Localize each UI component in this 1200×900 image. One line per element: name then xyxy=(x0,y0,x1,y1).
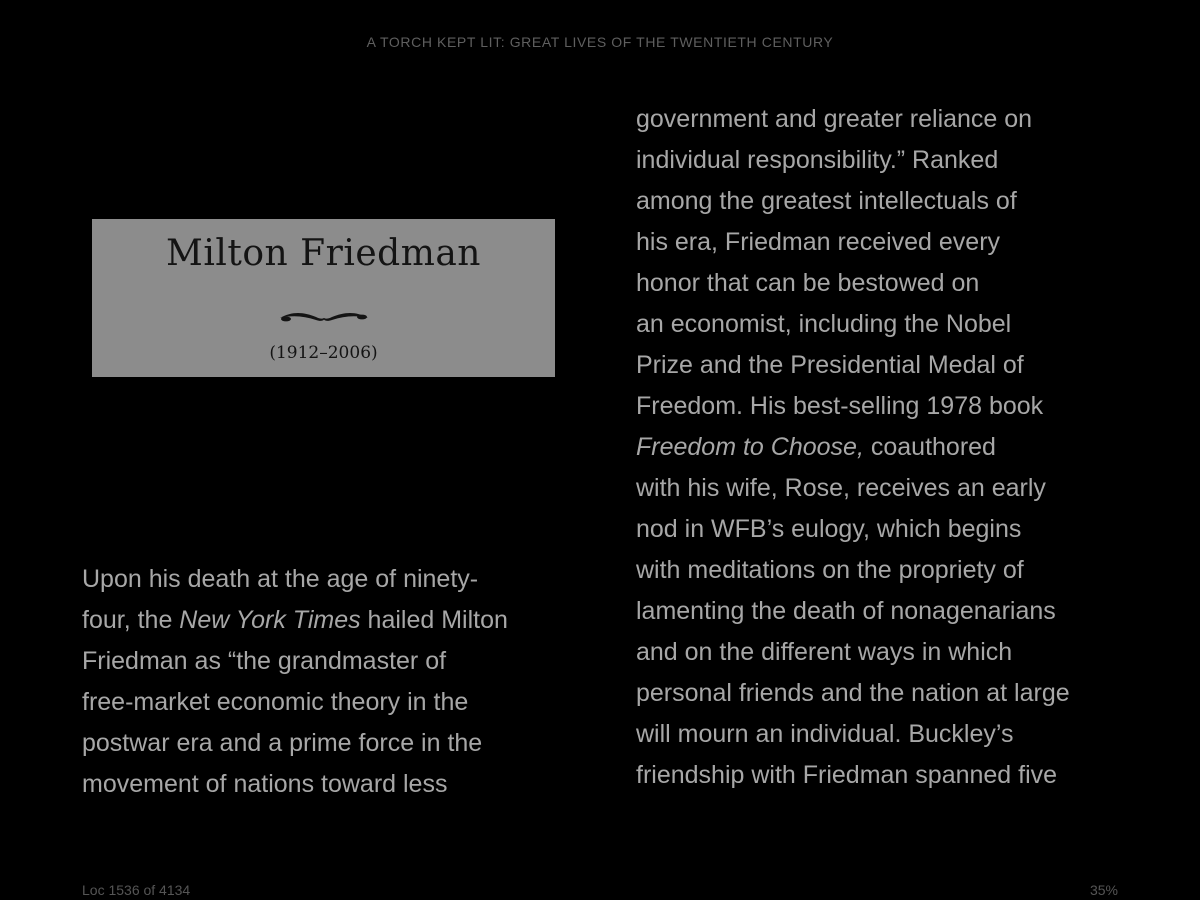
text-line: government and greater reliance on xyxy=(636,105,1033,133)
text-line: lamenting the death of nonagenarians xyxy=(636,597,1056,625)
right-column-text xyxy=(636,99,1070,796)
text-line: Freedom. His best-selling 1978 book xyxy=(636,392,1044,420)
text-line: free-market economic theory in the xyxy=(82,688,469,716)
chapter-title: Milton Friedman xyxy=(166,233,481,274)
text-line: nod in WFB’s eulogy, which begins xyxy=(636,515,1022,543)
flourish-ornament-icon xyxy=(278,307,370,327)
text-line: among the greatest intellectuals of xyxy=(636,187,1017,215)
text-line: Freedom to Choose, coauthored xyxy=(636,433,996,461)
text-line: postwar era and a prime force in the xyxy=(82,729,483,757)
text-line: and on the different ways in which xyxy=(636,638,1013,666)
text-line: friendship with Friedman spanned five xyxy=(636,761,1058,789)
text-line: Prize and the Presidential Medal of xyxy=(636,351,1024,379)
italic-title: New York Times xyxy=(179,606,361,634)
text-line: four, the New York Times hailed Milton xyxy=(82,606,508,634)
reading-location: Loc 1536 of 4134 xyxy=(82,882,191,898)
chapter-title-plate xyxy=(92,219,555,377)
running-header: A TORCH KEPT LIT: GREAT LIVES OF THE TWENTIETH CENTURY xyxy=(366,34,834,50)
text-line: with his wife, Rose, receives an early xyxy=(636,474,1046,502)
text-line: will mourn an individual. Buckley’s xyxy=(636,720,1014,748)
text-line: with meditations on the propriety of xyxy=(636,556,1024,584)
text-line: individual responsibility.” Ranked xyxy=(636,146,999,174)
italic-title: Freedom to Choose, xyxy=(636,433,864,461)
text-line: his era, Friedman received every xyxy=(636,228,1001,256)
text-line: Upon his death at the age of ninety- xyxy=(82,565,479,593)
text-line: Friedman as “the grandmaster of xyxy=(82,647,447,675)
text-line: movement of nations toward less xyxy=(82,770,448,798)
left-column-text xyxy=(82,559,508,805)
chapter-title-dates: (1912–2006) xyxy=(269,343,378,363)
text-line: honor that can be bestowed on xyxy=(636,269,980,297)
reading-progress-percent: 35% xyxy=(1089,882,1118,898)
text-line: an economist, including the Nobel xyxy=(636,310,1012,338)
text-line: personal friends and the nation at large xyxy=(636,679,1070,707)
